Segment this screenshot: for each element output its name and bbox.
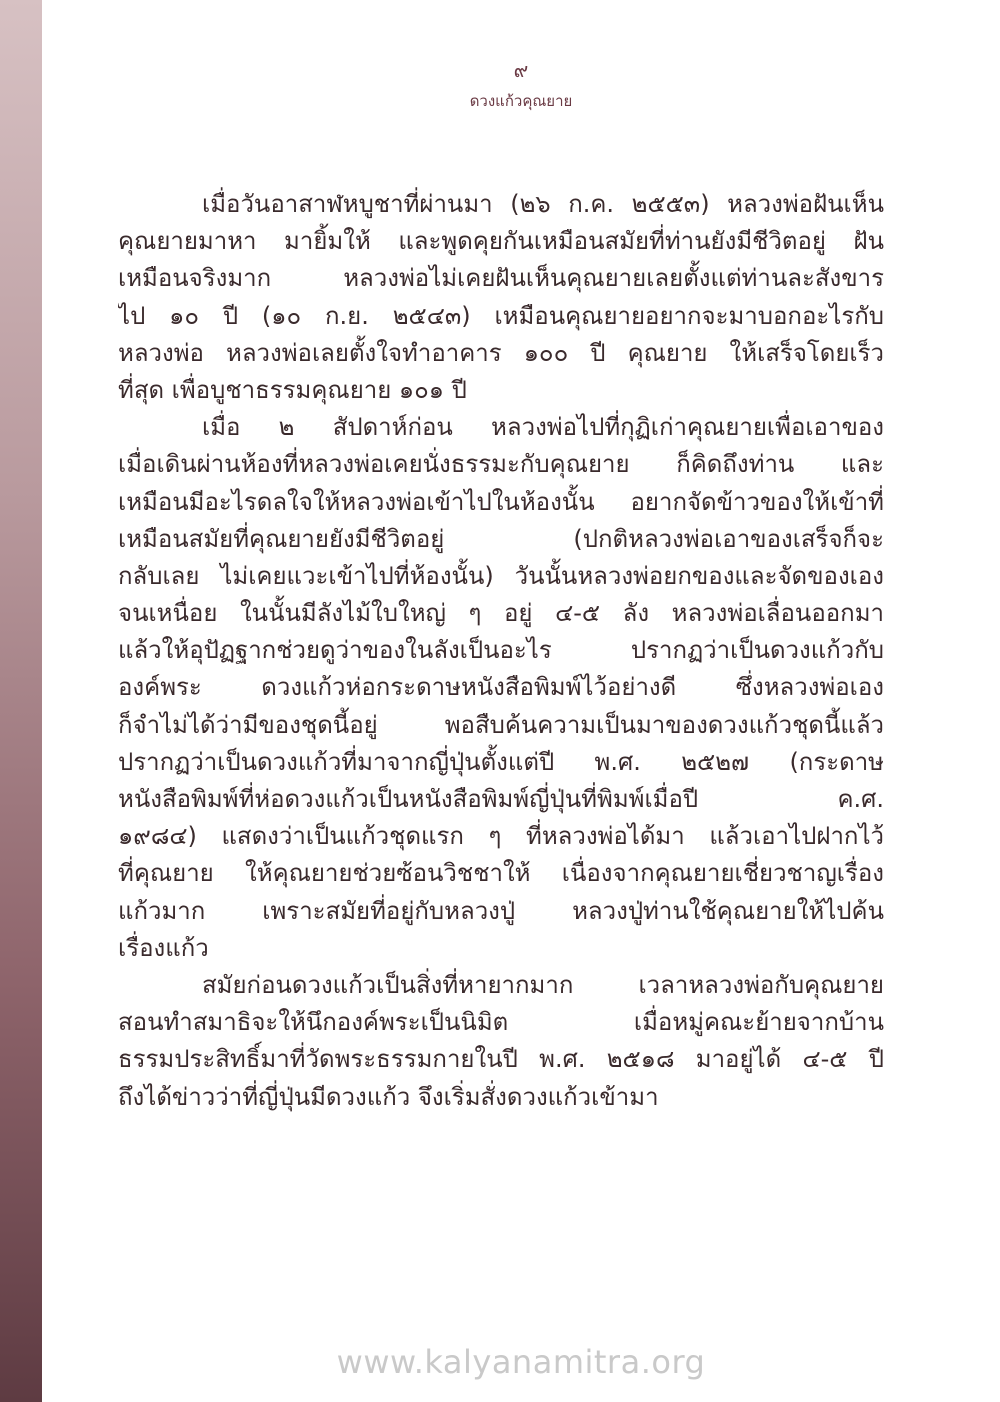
chapter-title: ดวงแก้วคุณยาย [469, 92, 573, 110]
text-line: ที่สุด เพื่อบูชาธรรมคุณยาย ๑๐๑ ปี [118, 375, 467, 404]
text-line: เมื่อวันอาสาฬหบูชาที่ผ่านมา (๒๖ ก.ค. ๒๕๕๓) หลวงพ่อฝันเห็น [202, 190, 884, 218]
text-line: สมัยก่อนดวงแก้วเป็นสิ่งที่หายากมาก เวลาหลวงพ่อกับคุณยาย [202, 970, 884, 999]
page-number: ๙ [513, 58, 529, 82]
text-line: ที่คุณยาย ให้คุณยายช่วยซ้อนวิชชาให้ เนื่องจากคุณยายเชี่ยวชาญเรื่อง [118, 859, 884, 888]
text-line: แก้วมาก เพราะสมัยที่อยู่กับหลวงปู่ หลวงปู่ท่านใช้คุณยายให้ไปค้น [118, 896, 884, 925]
text-line: คุณยายมาหา มายิ้มให้ และพูดคุยกันเหมือนสมัยที่ท่านยังมีชีวิตอยู่ ฝัน [118, 227, 884, 256]
text-line: กลับเลย ไม่เคยแวะเข้าไปที่ห้องนั้น) วันนั้นหลวงพ่อยกของและจัดของเอง [118, 561, 884, 590]
text-line: เหมือนจริงมาก หลวงพ่อไม่เคยฝันเห็นคุณยายเลยตั้งแต่ท่านละสังขาร [118, 264, 884, 293]
text-line: ๑๙๘๔) แสดงว่าเป็นแก้วชุดแรก ๆ ที่หลวงพ่อได้มา แล้วเอาไปฝากไว้ [118, 822, 884, 851]
text-line: หนังสือพิมพ์ที่ห่อดวงแก้วเป็นหนังสือพิมพ์ญี่ปุ่นที่พิมพ์เมื่อปี ค.ศ. [118, 785, 884, 813]
text-line: ธรรมประสิทธิ์มาที่วัดพระธรรมกายในปี พ.ศ. ๒๕๑๘ มาอยู่ได้ ๔-๕ ปี [118, 1045, 884, 1074]
text-line: ไป ๑๐ ปี (๑๐ ก.ย. ๒๕๔๓) เหมือนคุณยายอยากจะมาบอกอะไรกับ [118, 301, 884, 330]
text-line: เรื่องแก้ว [118, 933, 209, 962]
page-header [42, 58, 1000, 112]
text-line: หลวงพ่อ หลวงพ่อเลยตั้งใจทำอาคาร ๑๐๐ ปี คุณยาย ให้เสร็จโดยเร็ว [118, 338, 884, 367]
body-text [118, 186, 884, 1116]
text-line: ถึงได้ข่าวว่าที่ญี่ปุ่นมีดวงแก้ว จึงเริ่มสั่งดวงแก้วเข้ามา [118, 1082, 659, 1111]
text-line: องค์พระ ดวงแก้วห่อกระดาษหนังสือพิมพ์ไว้อย่างดี ซึ่งหลวงพ่อเอง [118, 673, 884, 702]
text-line: ก็จำไม่ได้ว่ามีของชุดนี้อยู่ พอสืบค้นความเป็นมาของดวงแก้วชุดนี้แล้ว [118, 710, 884, 739]
decorative-side-strip [0, 0, 42, 1402]
text-line: ปรากฏว่าเป็นดวงแก้วที่มาจากญี่ปุ่นตั้งแต่ปี พ.ศ. ๒๕๒๗ (กระดาษ [118, 747, 884, 776]
footer-url-watermark: www.kalyanamitra.org [336, 1343, 706, 1381]
text-line: จนเหนื่อย ในนั้นมีลังไม้ใบใหญ่ ๆ อยู่ ๔-๕ ลัง หลวงพ่อเลื่อนออกมา [118, 599, 884, 628]
text-line: เมื่อเดินผ่านห้องที่หลวงพ่อเคยนั่งธรรมะกับคุณยาย ก็คิดถึงท่าน และ [118, 450, 884, 479]
text-line: เหมือนมีอะไรดลใจให้หลวงพ่อเข้าไปในห้องนั้น อยากจัดข้าวของให้เข้าที่ [118, 487, 884, 516]
text-line: สอนทำสมาธิจะให้นึกองค์พระเป็นนิมิต เมื่อหมู่คณะย้ายจากบ้าน [118, 1008, 884, 1037]
text-line: เมื่อ ๒ สัปดาห์ก่อน หลวงพ่อไปที่กุฏิเก่าคุณยายเพื่อเอาของ [202, 413, 884, 442]
text-line: แล้วให้อุปัฏฐากช่วยดูว่าของในลังเป็นอะไร ปรากฏว่าเป็นดวงแก้วกับ [118, 636, 884, 665]
text-line: เหมือนสมัยที่คุณยายยังมีชีวิตอยู่ (ปกติหลวงพ่อเอาของเสร็จก็จะ [118, 524, 884, 553]
